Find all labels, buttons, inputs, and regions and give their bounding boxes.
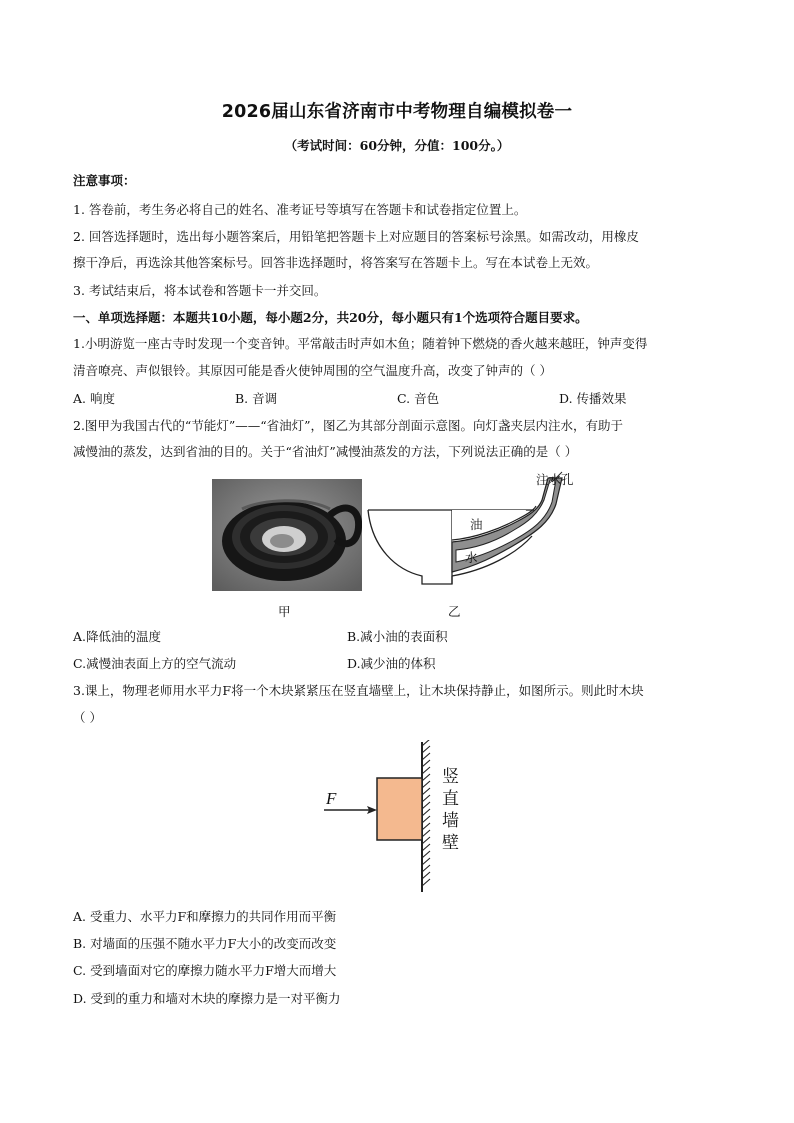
q2-option-c: C.减慢油表面上方的空气流动 [73, 656, 237, 671]
page-title: 2026届山东省济南市中考物理自编模拟卷一 [221, 102, 573, 122]
q3-option-a: A. 受重力、水平力F和摩擦力的共同作用而平衡 [73, 909, 337, 924]
q1-stem-line-1: 1.小明游览一座古寺时发现一个变音钟。平常敲击时声如木鱼；随着钟下燃烧的香火越来越旺，钟声变得 [73, 336, 648, 351]
figure-caption-yi: 乙 [448, 604, 461, 619]
q2-option-a: A.降低油的温度 [73, 629, 162, 644]
notice-item-1: 1. 答卷前，考生务必将自己的姓名、准考证号等填写在答题卡和试卷指定位置上。 [73, 202, 527, 217]
notice-item-3: 3. 考试结束后，将本试卷和答题卡一并交回。 [73, 283, 327, 298]
q1-option-a: A. 响度 [73, 391, 115, 406]
force-label-f: F [326, 789, 337, 808]
notice-item-2-cont: 擦干净后，再选涂其他答案标号。回答非选择题时，将答案写在答题卡上。写在本试卷上无效。 [73, 255, 599, 270]
q1-stem-line-2: 清音嘹亮、声似银铃。其原因可能是香火使钟周围的空气温度升高，改变了钟声的（ ） [73, 363, 552, 378]
q1-option-c: C. 音色 [397, 391, 440, 406]
notice-heading: 注意事项： [73, 173, 136, 188]
figure-caption-jia: 甲 [278, 604, 291, 619]
q2-option-b: B.减小油的表面积 [347, 629, 448, 644]
q3-option-b: B. 对墙面的压强不随水平力F大小的改变而改变 [73, 936, 337, 951]
wood-block [377, 778, 422, 840]
q3-option-c: C. 受到墙面对它的摩擦力随水平力F增大而增大 [73, 963, 337, 978]
oil-lamp-photo [212, 479, 362, 591]
q2-option-d: D.减少油的体积 [347, 656, 436, 671]
q2-stem-line-1: 2.图甲为我国古代的“节能灯”——“省油灯”，图乙为其部分剖面示意图。向灯盏夹层内注水，有助于 [73, 418, 623, 433]
wall-label: 竖直墙壁 [442, 767, 459, 853]
q3-stem-line-1: 3.课上，物理老师用水平力F将一个木块紧紧压在竖直墙壁上，让木块保持静止，如图所示。则此时木块 [73, 683, 644, 698]
label-oil: 油 [470, 517, 483, 532]
section-heading: 一、单项选择题：本题共10小题，每小题2分，共20分，每小题只有1个选项符合题目要求。 [73, 310, 588, 325]
q1-option-b: B. 音调 [235, 391, 278, 406]
q2-stem-line-2: 减慢油的蒸发，达到省油的目的。关于“省油灯”减慢油蒸发的方法，下列说法正确的是（ ） [73, 444, 578, 459]
q3-stem-line-2: （ ） [73, 710, 102, 725]
q3-option-d: D. 受到的重力和墙对木块的摩擦力是一对平衡力 [73, 991, 341, 1006]
exam-time-note: （考试时间：60分钟，分值：100分。） [284, 138, 510, 153]
notice-item-2: 2. 回答选择题时，选出每小题答案后，用铅笔把答题卡上对应题目的答案标号涂黑。如需改动，用橡皮 [73, 229, 639, 244]
label-water: 水 [465, 550, 478, 565]
q1-option-d: D. 传播效果 [559, 391, 627, 406]
label-water-inlet: 注水孔 [536, 472, 574, 487]
